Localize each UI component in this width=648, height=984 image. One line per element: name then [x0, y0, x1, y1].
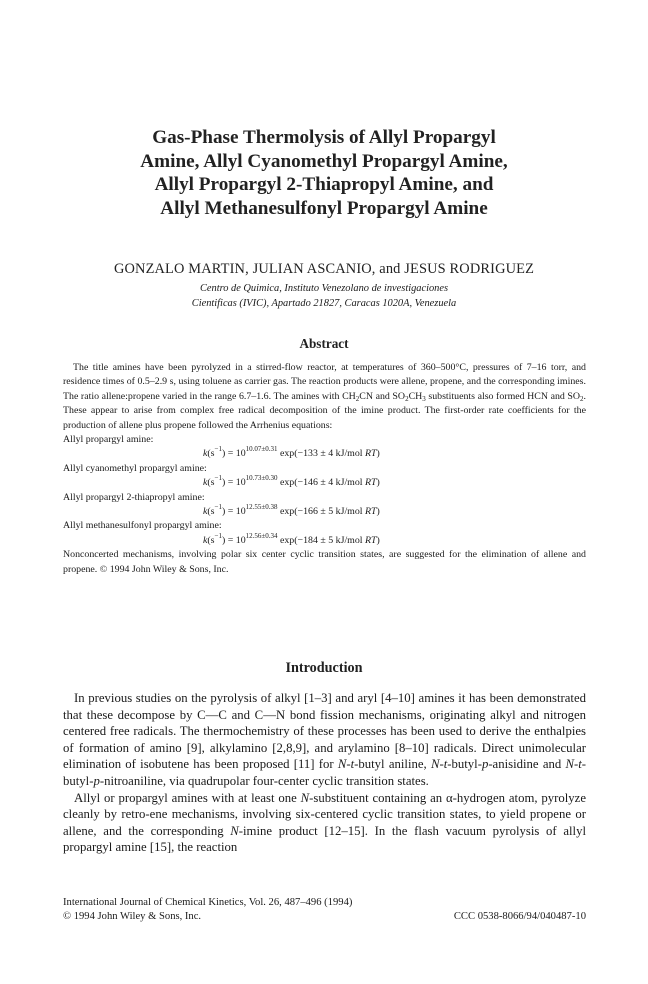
arrhenius-equation: $k(s^{-1}) = 10^{10.07\pm 0.31}$ exp(−133 ± 4 kJ/mol RT)	[203, 445, 380, 460]
abstract-body	[63, 361, 586, 577]
introduction-heading: Introduction	[285, 660, 363, 676]
title-line: Amine, Allyl Cyanomethyl Propargyl Amine,	[140, 150, 508, 172]
equation-label: Allyl propargyl amine:	[63, 434, 154, 446]
abstract-closing: Nonconcerted mechanisms, involving polar six center cyclic transition states, are suggested for the elimination of allene and propene. © 1994 John Wiley & Sons, Inc.	[63, 549, 586, 575]
intro-paragraph: Allyl or propargyl amines with at least one N-substituent containing an α-hydrogen atom, pyrolyze cleanly by retro-ene mechanisms, involving six-centered cyclic transition states, to yield propene or allene, and the corresponding N-imine product [12–15]. In the flash vacuum pyrolysis of allyl propargyl amine [15], the reaction	[63, 790, 586, 855]
arrhenius-equation: $k(s^{-1}) = 10^{12.55\pm 0.38}$ exp(−166 ± 5 kJ/mol RT)	[203, 503, 380, 518]
equation-label: Allyl cyanomethyl propargyl amine:	[63, 462, 207, 474]
title-line: Gas-Phase Thermolysis of Allyl Propargyl	[152, 127, 496, 148]
journal-footer	[63, 896, 586, 923]
equation-label: Allyl propargyl 2-thiapropyl amine:	[63, 491, 205, 503]
article-title	[60, 126, 588, 220]
title-line: Allyl Propargyl 2-Thiapropyl Amine, and	[154, 174, 494, 196]
copyright-notice: © 1994 John Wiley & Sons, Inc.	[63, 910, 202, 922]
intro-paragraph: In previous studies on the pyrolysis of alkyl [1–3] and aryl [4–10] amines it has been demonstrated that these decompose by C—C and C—N bond fission mechanisms, originating alkyl and nitrogen centered free radicals. The thermochemistry of these processes has been used to derive the enthalpies of formation of amino [9], alkylamino [2,8,9], and arylamino [8–10] radicals. Direct unimolecular elimination of isobutene has been proposed [11] for N-t-butyl aniline, N-t-butyl-p-anisidine and N-t-butyl-p-nitroaniline, via quadrupolar four-center cyclic transition states.	[63, 691, 587, 788]
ccc-code: CCC 0538-8066/94/040487-10	[453, 910, 586, 922]
footer-row	[63, 910, 586, 924]
affiliation-line: Centro de Quimica, Instituto Venezolano de investigaciones	[199, 283, 449, 294]
author-list: GONZALO MARTIN, JULIAN ASCANIO, and JESUS RODRIGUEZ	[113, 261, 535, 277]
equation-label: Allyl methanesulfonyl propargyl amine:	[63, 520, 222, 532]
title-line: Allyl Methanesulfonyl Propargyl Amine	[160, 197, 488, 219]
abstract-paragraph: The title amines have been pyrolyzed in a stirred-flow reactor, at temperatures of 360–500°C, pressures of 7–16 torr, and residence times of 0.5–2.9 s, using toluene as carrier gas. The reaction products were allene, propene, and the corresponding imines. The ratio allene:propene varied in the range 6.7–1.6. The amines with $CH_2CN$ and $SO_2CH_3$ substituents also formed HCN and $SO_2$. These appear to arise from complex free radical decomposition of the imine product. The first-order rate coefficients for the production of allene plus propene followed the Arrhenius equations:	[63, 362, 587, 431]
arrhenius-equation: $k(s^{-1}) = 10^{12.56\pm 0.34}$ exp(−184 ± 5 kJ/mol RT)	[203, 531, 380, 546]
affiliation-line: Cientificas (IVIC), Apartado 21827, Caracas 1020A, Venezuela	[191, 297, 457, 309]
affiliation	[60, 282, 588, 312]
introduction-body	[63, 690, 586, 856]
journal-citation: International Journal of Chemical Kinetics, Vol. 26, 487–496 (1994)	[63, 897, 353, 908]
arrhenius-equation: $k(s^{-1}) = 10^{10.73\pm 0.30}$ exp(−146 ± 4 kJ/mol RT)	[203, 474, 380, 489]
abstract-heading: Abstract	[299, 336, 349, 351]
